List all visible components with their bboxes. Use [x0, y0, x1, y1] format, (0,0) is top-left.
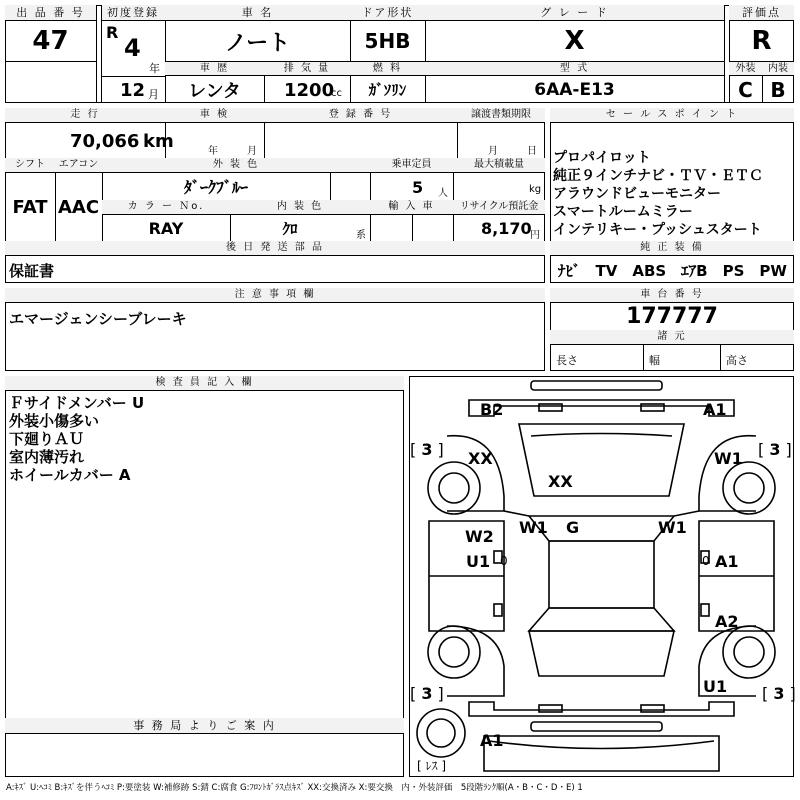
spare-tire-value: ﾚｽ: [425, 759, 438, 773]
tire-front-left-value: 3: [421, 440, 433, 459]
sales-point: インテリキー・プッシュスタート: [553, 222, 762, 238]
color-label: 外 装 色: [102, 158, 370, 173]
displacement-value: 1200: [284, 80, 335, 101]
damage-xx-left: XX: [468, 449, 493, 468]
fuel-label: 燃 料: [350, 62, 425, 76]
length-label: 長さ: [556, 354, 578, 367]
inspector-line: ホイールカバー A: [9, 466, 131, 484]
damage-w1-right-pillar: W1: [658, 518, 687, 537]
notes-value: エマージェンシーブレーキ: [9, 310, 187, 328]
tire-rear-left: [ 3 ]: [410, 684, 444, 703]
tire-front-right-value: 3: [769, 440, 781, 459]
recycle-unit: 円: [530, 230, 540, 241]
mileage-unit: km: [143, 131, 174, 152]
damage-g: G: [566, 518, 580, 537]
damage-a2-right: A2: [715, 612, 739, 631]
inspector-line: 下廻りＡＵ: [9, 430, 85, 448]
later-parts-value: 保証書: [9, 262, 55, 280]
type-value: 6AA-E13: [534, 79, 615, 100]
sales-point: 純正９インチナビ・ＴＶ・ＥＴＣ: [553, 168, 763, 184]
type-label: 型 式: [425, 62, 724, 76]
reg-year: 4: [124, 34, 141, 62]
year-unit: 年: [149, 62, 160, 75]
car-diagram: [409, 376, 794, 777]
damage-w1-right: W1: [714, 449, 743, 468]
damage-a1-right: A1: [715, 552, 739, 571]
model-name: ノート: [224, 30, 291, 56]
damage-b2: B2: [480, 400, 504, 419]
width-label: 幅: [649, 354, 660, 367]
mileage-label: 走 行: [5, 108, 165, 123]
recycle-value: 8,170: [481, 219, 532, 238]
inspector-line: 室内薄汚れ: [9, 448, 85, 466]
inspector-notes: [9, 394, 144, 484]
int-grade: B: [770, 77, 786, 102]
history-value: レンタ: [188, 80, 241, 102]
colorno-label: カ ラ ー Ｎo.: [102, 200, 230, 215]
colorno-value: RAY: [148, 218, 184, 238]
plate-label: 登 録 番 号: [264, 108, 457, 123]
damage-a1-front: A1: [703, 400, 727, 419]
score-label: 評価点: [729, 5, 794, 21]
equipment-label: 純 正 装 備: [550, 241, 794, 256]
lot-label: 出 品 番 号: [5, 5, 96, 21]
inspector-line: Ｆサイドメンバー U: [9, 394, 145, 412]
inspector-line: 外装小傷多い: [9, 412, 100, 430]
first-reg-label: 初度登録: [101, 5, 165, 21]
legend: A:ｷｽﾞ U:ﾍｺﾐ B:ｷｽﾞを伴うﾍｺﾐ P:要塗装 W:補修跡 S:錆 C:腐食 G:ﾌﾛﾝﾄｶﾞﾗｽ点ｷｽﾞ XX:交換済み X:要交換 内・外装評価 5段階ﾗﾝｸ順(A・B・C・D・E) 1: [6, 783, 583, 793]
chassis-label: 車 台 番 号: [550, 288, 794, 303]
damage-u1-left: U1: [466, 552, 491, 571]
history-label: 車 歴: [165, 62, 264, 76]
intcolor-value: ｸﾛ: [282, 219, 298, 238]
displacement-unit: cc: [331, 88, 342, 99]
recycle-label: リサイクル預託金: [453, 200, 545, 215]
mileage-value: 70,066: [70, 131, 140, 152]
tire-front-left: [ 3 ]: [410, 440, 444, 459]
int-label: 内装: [762, 62, 794, 76]
tire-rear-right: [ 3 ]: [762, 684, 796, 703]
reg-month: 12: [120, 80, 146, 101]
inspection-month-unit: 月: [247, 146, 257, 157]
door-type: 5HB: [364, 29, 411, 53]
door-label: ドア形状: [350, 5, 425, 21]
damage-a1-rear: A1: [480, 731, 504, 750]
era-mark: R: [106, 23, 119, 42]
inspection-label: 車 検: [165, 108, 264, 123]
dims-label: 諸 元: [550, 330, 794, 345]
sales-points-list: [553, 149, 793, 239]
shift-label: シフト: [5, 158, 55, 173]
intcolor-unit: 系: [356, 230, 366, 241]
load-unit: kg: [529, 184, 542, 195]
score-value: R: [751, 26, 772, 56]
transfer-day-unit: 日: [527, 146, 537, 157]
capacity-unit: 人: [438, 188, 448, 199]
damage-xx-windshield: XX: [548, 472, 573, 491]
height-label: 高さ: [726, 354, 748, 367]
ext-label: 外装: [729, 62, 762, 76]
fuel-value: ｶﾞｿﾘﾝ: [368, 81, 407, 99]
later-parts-label: 後 日 発 送 部 品: [5, 241, 545, 256]
transfer-month-unit: 月: [488, 146, 498, 157]
office-label: 事 務 局 よ り ご 案 内: [5, 718, 404, 734]
grade-label: グ レ ー ド: [425, 5, 724, 21]
transfer-label: 譲渡書類期限: [457, 108, 545, 123]
displacement-label: 排 気 量: [264, 62, 350, 76]
ac-label: エアコン: [55, 158, 102, 173]
shift-value: FAT: [12, 196, 48, 218]
color-value: ﾀﾞｰｸﾌﾞﾙｰ: [183, 178, 248, 197]
zero-right: 0: [702, 554, 710, 568]
zero-left: 0: [500, 554, 508, 568]
damage-w1-left-pillar: W1: [519, 518, 548, 537]
notes-label: 注 意 事 項 欄: [5, 288, 545, 303]
sales-point: プロパイロット: [553, 150, 651, 166]
sales-label: セ ー ル ス ポ イ ン ト: [550, 108, 794, 123]
model-label: 車 名: [165, 5, 350, 21]
tire-front-right: [ 3 ]: [758, 440, 792, 459]
sales-point: アラウンドビューモニター: [553, 186, 721, 202]
spare-tire-label: [ ﾚｽ ]: [417, 759, 447, 773]
intcolor-label: 内 装 色: [230, 200, 370, 215]
sales-point: スマートルームミラー: [553, 204, 693, 220]
equipment-value: ﾅﾋﾞ TV ABS ｴｱB PS PW: [558, 262, 787, 280]
inspection-year-unit: 年: [208, 146, 218, 157]
lot-number: 47: [32, 26, 69, 56]
grade-value: X: [564, 26, 585, 56]
inspector-label: 検 査 員 記 入 欄: [5, 376, 404, 391]
tire-rear-right-value: 3: [773, 684, 785, 703]
damage-w2: W2: [465, 527, 494, 546]
month-unit: 月: [148, 88, 159, 101]
damage-u1-rear: U1: [703, 677, 728, 696]
import-label: 輸 入 車: [370, 200, 453, 215]
ext-grade: C: [738, 77, 753, 102]
chassis-number: 177777: [626, 304, 718, 329]
tire-rear-left-value: 3: [421, 684, 433, 703]
capacity-label: 乗車定員: [370, 158, 453, 173]
load-label: 最大積載量: [453, 158, 545, 173]
ac-value: AAC: [57, 196, 100, 218]
capacity-value: 5: [412, 178, 424, 197]
